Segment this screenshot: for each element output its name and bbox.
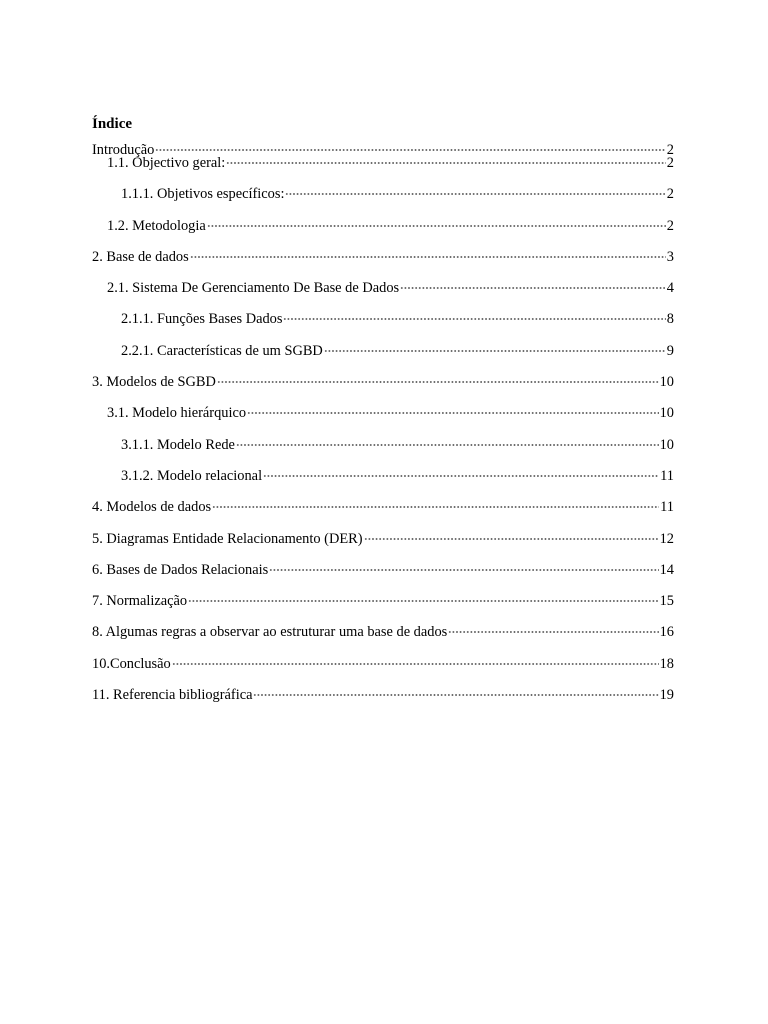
toc-entry-text: 3.1. Modelo hierárquico [107, 405, 247, 422]
toc-entry[interactable] [92, 398, 674, 429]
toc-entry[interactable] [92, 148, 674, 179]
toc-leader-dots [263, 475, 659, 477]
toc-leader-dots [400, 287, 666, 289]
toc-leader-dots [247, 412, 659, 414]
toc-leader-dots [269, 569, 658, 571]
toc-page-number: 9 [666, 342, 674, 359]
toc-leader-dots [253, 694, 658, 696]
toc-entry-text: 1.2. Metodologia [107, 217, 206, 234]
toc-page-number: 8 [666, 311, 674, 328]
toc-entry-text: 2.1.1. Funções Bases Dados [121, 311, 283, 328]
toc-entry-text: 10.Conclusão [92, 655, 171, 672]
toc-page-number: 12 [659, 530, 674, 547]
toc-entry-text: 3.1.2. Modelo relacional [121, 467, 263, 484]
toc-entry[interactable] [92, 367, 674, 398]
toc-entry[interactable] [92, 430, 674, 461]
document-page [92, 113, 674, 711]
toc-entry[interactable] [92, 211, 674, 242]
toc-leader-dots [324, 350, 666, 352]
toc-leader-dots [236, 444, 659, 446]
toc-entry-text: 2. Base de dados [92, 248, 189, 265]
toc-entry[interactable] [92, 179, 674, 210]
toc-page-number: 11 [660, 467, 674, 484]
toc-entry-text: 6. Bases de Dados Relacionais [92, 561, 269, 578]
toc-page-number: 16 [659, 624, 674, 641]
toc-leader-dots [364, 538, 659, 540]
toc-entry[interactable] [92, 680, 674, 711]
toc-page-number: 15 [659, 593, 674, 610]
toc-page-number: 2 [666, 217, 674, 234]
toc-leader-dots [217, 381, 659, 383]
toc-entry-text: 11. Referencia bibliográfica [92, 687, 253, 704]
toc-entry[interactable] [92, 649, 674, 680]
toc-entry-text: Introdução [92, 142, 155, 158]
toc-entry[interactable] [92, 336, 674, 367]
toc-entry[interactable] [92, 586, 674, 617]
toc-leader-dots [190, 256, 666, 258]
toc-leader-dots [188, 600, 659, 602]
toc-page-number: 11 [660, 499, 674, 516]
toc-entry[interactable] [92, 304, 674, 335]
toc-entry[interactable] [92, 242, 674, 273]
toc-leader-dots [212, 506, 659, 508]
toc-entry[interactable] [92, 555, 674, 586]
toc-entry-text: 7. Normalização [92, 593, 188, 610]
toc-page-number: 2 [666, 186, 674, 203]
toc-entry[interactable] [92, 524, 674, 555]
toc-entry[interactable] [92, 492, 674, 523]
toc-entry[interactable] [92, 135, 674, 158]
toc-page-number: 2 [666, 155, 674, 171]
toc-list [92, 135, 674, 711]
toc-page-number: 19 [659, 687, 674, 704]
toc-leader-dots [448, 631, 658, 633]
toc-page-number: 14 [659, 561, 674, 578]
toc-entry-text: 2.2.1. Características de um SGBD [121, 342, 323, 359]
toc-entry-text: 8. Algumas regras a observar ao estruturar uma base de dados [92, 624, 448, 641]
toc-leader-dots [207, 225, 666, 227]
toc-page-number: 3 [666, 248, 674, 265]
toc-entry-text: 5. Diagramas Entidade Relacionamento (DER) [92, 530, 363, 547]
toc-entry[interactable] [92, 273, 674, 304]
toc-title: Índice [92, 116, 133, 132]
toc-entry-text: 3. Modelos de SGBD [92, 374, 216, 391]
toc-page-number: 10 [659, 436, 674, 453]
toc-page-number: 2 [666, 142, 674, 158]
toc-leader-dots [285, 193, 665, 195]
toc-entry-text: 3.1.1. Modelo Rede [121, 436, 235, 453]
toc-entry-text: 4. Modelos de dados [92, 499, 212, 516]
toc-entry-text: 1.1. Objectivo geral: [107, 155, 226, 171]
toc-page-number: 10 [659, 405, 674, 422]
toc-entry-text: 1.1.1. Objetivos específicos: [121, 186, 285, 203]
toc-leader-dots [155, 149, 665, 151]
toc-entry-text: 2.1. Sistema De Gerenciamento De Base de Dados [107, 280, 400, 297]
toc-leader-dots [283, 318, 665, 320]
toc-page-number: 10 [659, 374, 674, 391]
toc-page-number: 18 [659, 655, 674, 672]
toc-leader-dots [226, 162, 666, 164]
toc-leader-dots [172, 663, 659, 665]
toc-entry[interactable] [92, 461, 674, 492]
toc-page-number: 4 [666, 280, 674, 297]
toc-entry[interactable] [92, 617, 674, 648]
